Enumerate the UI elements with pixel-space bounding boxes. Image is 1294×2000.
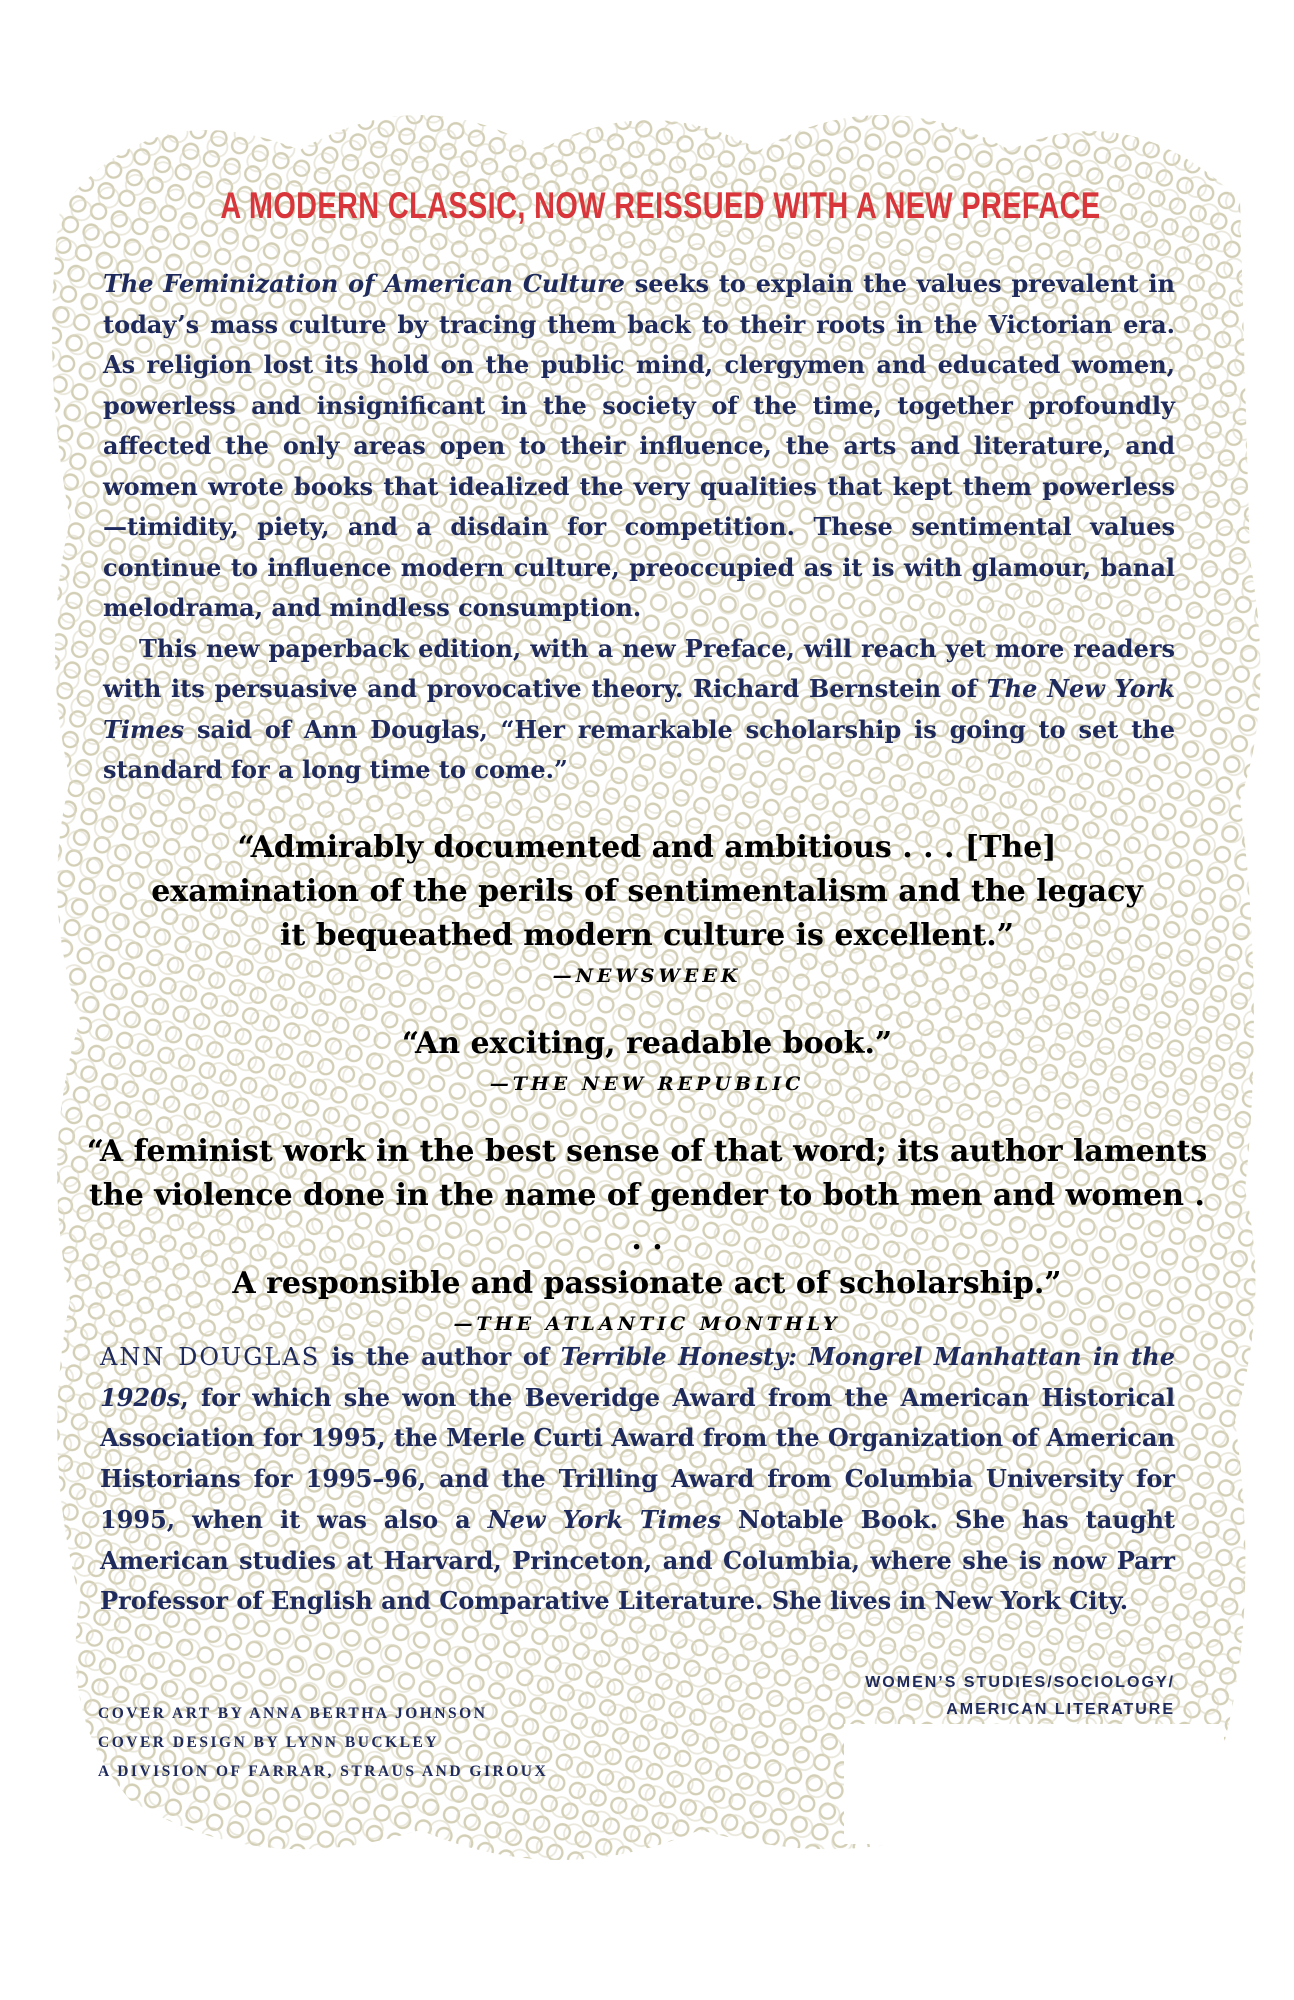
review-quote-newsweek [80, 826, 1214, 994]
description-paragraph-2 [103, 629, 1175, 791]
description-paragraph-1 [103, 264, 1175, 629]
headline: A MODERN CLASSIC, NOW REISSUED WITH A NEW PREFACE [220, 185, 1101, 226]
quote-line: “Admirably documented and ambitious . . . [The] [237, 830, 1057, 865]
quote-line: it bequeathed modern culture is excellent.” [280, 918, 1014, 953]
quote-source: —THE NEW REPUBLIC [489, 1073, 805, 1095]
barcode-blank-area [844, 1724, 1224, 1844]
newspaper-title: The New York Times [103, 674, 1176, 744]
review-quote-new-republic [80, 1022, 1214, 1102]
book-description [103, 264, 1175, 791]
newspaper-title: New York Times [487, 1504, 722, 1534]
category-line: AMERICAN LITERATURE [946, 1701, 1175, 1718]
quote-source: —NEWSWEEK [552, 965, 742, 987]
quote-line: the violence done in the name of gender to both men and women . . . [89, 1178, 1205, 1257]
bio-text: Notable Book. She has taught American studies at Harvard, Princeton, and Columbia, where she is now Parr Professor of English and Comparative Literature. She lives in New York City. [100, 1504, 1176, 1616]
credit-line: A DIVISION OF FARRAR, STRAUS AND GIROUX [98, 1763, 549, 1780]
quote-line: “A feminist work in the best sense of that word; its author laments [86, 1134, 1208, 1169]
author-book-title: Terrible Honesty: Mongrel Manhattan in the 1920s [100, 1342, 1175, 1412]
credit-line: COVER DESIGN BY LYNN BUCKLEY [98, 1734, 440, 1751]
description-text: seeks to explain the values prevalent in today’s mass culture by tracing them back to their roots in the Victorian era. As religion lost its hold on the public mind, clergymen and educated women, powerless and insignificant in the society of the time, together profoundly affected the only areas open to their influence, the arts and literature, and women wrote books that idealized the very qualities that kept them powerless—timidity, piety, and a disdain for competition. These sentimental values continue to influence modern culture, preoccupied as it is with glamour, banal melodrama, and mindless consumption. [103, 269, 1175, 622]
quote-line: A responsible and passionate act of scholarship.” [232, 1266, 1062, 1301]
quote-source: —THE ATLANTIC MONTHLY [453, 1313, 841, 1335]
author-name: ANN DOUGLAS [100, 1343, 321, 1371]
description-text: This new paperback edition, with a new Preface, will reach yet more readers with its persuasive and provocative theory. Richard Bernstein of [103, 633, 1175, 703]
description-text: said of Ann Douglas, “Her remarkable scholarship is going to set the standard for a long time to come.” [103, 714, 1175, 784]
subject-category [760, 1669, 1175, 1723]
category-line: WOMEN’S STUDIES/SOCIOLOGY/ [865, 1674, 1175, 1691]
book-title: The Feminization of American Culture [103, 269, 625, 298]
quote-line: examination of the perils of sentimentalism and the legacy [151, 874, 1143, 909]
bio-text: , for which she won the Beveridge Award from the American Historical Association for 1995, the Merle Curti Award from the Organization of American Historians for 1995–96, and the Trilling Award from Columbia University for 1995, when it was also a [100, 1382, 1175, 1534]
quote-line: “An exciting, readable book.” [401, 1026, 893, 1061]
credit-line: COVER ART BY ANNA BERTHA JOHNSON [98, 1705, 488, 1722]
review-quote-atlantic-monthly [80, 1130, 1214, 1342]
cover-credits [98, 1699, 698, 1786]
bio-text: is the author of [320, 1342, 561, 1371]
author-bio [100, 1337, 1175, 1622]
